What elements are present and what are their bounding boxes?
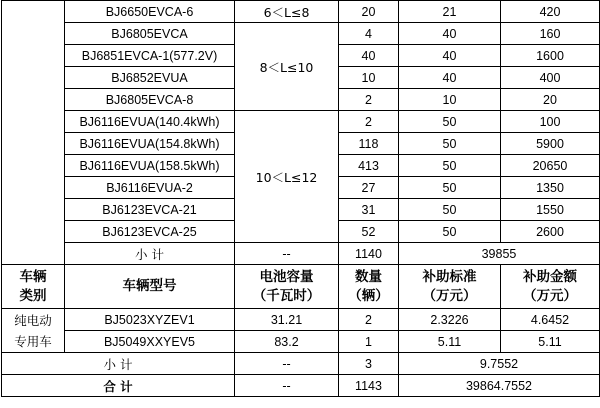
- std-cell: 50: [399, 133, 501, 155]
- amt-cell: 420: [501, 1, 600, 23]
- length-cell: 8＜L≤10: [235, 23, 339, 111]
- qty-cell: 2: [339, 89, 399, 111]
- std-cell: 40: [399, 23, 501, 45]
- std-cell: 50: [399, 221, 501, 243]
- amt-cell: 20650: [501, 155, 600, 177]
- std-cell: 50: [399, 199, 501, 221]
- header-model: 车辆型号: [65, 265, 235, 309]
- std-cell: 40: [399, 45, 501, 67]
- total-row: [2, 375, 600, 397]
- table-row: [2, 1, 600, 23]
- std-cell: 50: [399, 177, 501, 199]
- qty-cell: 413: [339, 155, 399, 177]
- model-cell: BJ6805EVCA: [65, 23, 235, 45]
- capacity-cell: 31.21: [235, 309, 339, 331]
- qty-cell: 2: [339, 111, 399, 133]
- table-row: [2, 309, 600, 331]
- header-capacity: 电池容量 （千瓦时）: [235, 265, 339, 309]
- model-cell: BJ6852EVUA: [65, 67, 235, 89]
- model-cell: BJ6805EVCA-8: [65, 89, 235, 111]
- table-row: [2, 331, 600, 353]
- amt-cell: 39855: [399, 243, 600, 265]
- amt-cell: 5.11: [501, 331, 600, 353]
- std-cell: 40: [399, 67, 501, 89]
- model-cell: BJ6116EVUA(158.5kWh): [65, 155, 235, 177]
- qty-cell: 118: [339, 133, 399, 155]
- amt-cell: 100: [501, 111, 600, 133]
- amt-cell: 5900: [501, 133, 600, 155]
- model-cell: BJ6123EVCA-25: [65, 221, 235, 243]
- header-row: [2, 265, 600, 309]
- model-cell: BJ6851EVCA-1(577.2V): [65, 45, 235, 67]
- amt-cell: 160: [501, 23, 600, 45]
- subtotal-label: 小 计: [65, 243, 235, 265]
- amt-cell: 1600: [501, 45, 600, 67]
- model-cell: BJ6123EVCA-21: [65, 199, 235, 221]
- header-std: 补助标准 （万元）: [399, 265, 501, 309]
- header-category: 车辆 类别: [2, 265, 65, 309]
- capacity-cell: --: [235, 375, 339, 397]
- model-cell: BJ5049XXYEV5: [65, 331, 235, 353]
- qty-cell: 1143: [339, 375, 399, 397]
- std-cell: 10: [399, 89, 501, 111]
- amt-cell: 1550: [501, 199, 600, 221]
- model-cell: BJ6116EVUA(140.4kWh): [65, 111, 235, 133]
- subtotal-label: 小 计: [2, 353, 235, 375]
- model-cell: BJ6650EVCA-6: [65, 1, 235, 23]
- capacity-cell: --: [235, 243, 339, 265]
- amt-cell: 4.6452: [501, 309, 600, 331]
- total-label: 合 计: [2, 375, 235, 397]
- amt-cell: 9.7552: [399, 353, 600, 375]
- header-qty: 数量 （辆）: [339, 265, 399, 309]
- qty-cell: 3: [339, 353, 399, 375]
- qty-cell: 31: [339, 199, 399, 221]
- std-cell: 2.3226: [399, 309, 501, 331]
- capacity-cell: 83.2: [235, 331, 339, 353]
- qty-cell: 20: [339, 1, 399, 23]
- qty-cell: 2: [339, 309, 399, 331]
- amt-cell: 20: [501, 89, 600, 111]
- capacity-cell: --: [235, 353, 339, 375]
- length-cell: 6＜L≤8: [235, 1, 339, 23]
- table-row: [2, 23, 600, 45]
- amt-cell: 1350: [501, 177, 600, 199]
- qty-cell: 27: [339, 177, 399, 199]
- std-cell: 21: [399, 1, 501, 23]
- std-cell: 50: [399, 111, 501, 133]
- amt-cell: 39864.7552: [399, 375, 600, 397]
- qty-cell: 4: [339, 23, 399, 45]
- model-cell: BJ6116EVUA(154.8kWh): [65, 133, 235, 155]
- qty-cell: 10: [339, 67, 399, 89]
- std-cell: 50: [399, 155, 501, 177]
- qty-cell: 1: [339, 331, 399, 353]
- category-cell: [2, 1, 65, 265]
- amt-cell: 2600: [501, 221, 600, 243]
- amt-cell: 400: [501, 67, 600, 89]
- qty-cell: 1140: [339, 243, 399, 265]
- subtotal-row: [2, 353, 600, 375]
- std-cell: 5.11: [399, 331, 501, 353]
- qty-cell: 40: [339, 45, 399, 67]
- model-cell: BJ5023XYZEV1: [65, 309, 235, 331]
- qty-cell: 52: [339, 221, 399, 243]
- header-amt: 补助金额 （万元）: [501, 265, 600, 309]
- subtotal-row: [2, 243, 600, 265]
- model-cell: BJ6116EVUA-2: [65, 177, 235, 199]
- subsidy-table: [1, 0, 600, 397]
- category-cell: 纯电动 专用车: [2, 309, 65, 353]
- table-row: [2, 111, 600, 133]
- length-cell: 10＜L≤12: [235, 111, 339, 243]
